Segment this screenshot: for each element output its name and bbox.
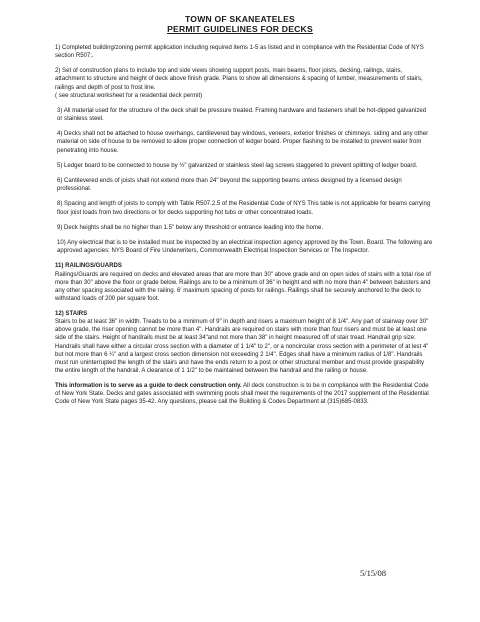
document-title: PERMIT GUIDELINES FOR DECKS (167, 24, 313, 34)
railings-text: Railings/Guards are required on decks and elevated areas that are more than 30" above grade and on open sides of stairs with a total rise of more than 30" above the floor or grade below. Railings are to be a minimum of 36" in height and with no more than 4" between balusters and any other spacing associated with the railing. 6' maximum spacing of posts for railings. Railings shall be securely anchored to the deck to withstand loads of 200 per square foot. (55, 271, 431, 302)
document-date: 5/15/08 (360, 568, 386, 578)
railings-section (55, 262, 433, 302)
guideline-item-10: 10) Any electrical that is to be installed must be inspected by an electrical inspection agency approved by the Town. Board. The following are approved agencies: NYS Board of Fire Underwriters, Commonwealth Electrical Inspection Services or The Inspector. (57, 240, 433, 255)
railings-heading: 11) RAILINGS/GUARDS (55, 263, 122, 270)
guideline-item-2 (55, 67, 433, 99)
stairs-heading: 12) STAIRS (55, 311, 88, 318)
guideline-item-8: 8) Spacing and length of joists to comply with Table R507.2.5 of the Residential Code of NYS This table is not applicable for beams carrying floor joist loads from two directions or for decks supporting hot tubs or other concentrated loads. (57, 201, 431, 216)
stairs-section (55, 310, 433, 375)
stairs-text: Stairs to be at least 36" in width. Treads to be a minimum of 9" in depth and risers a maximum height of 8 1/4". Any part of stairway over 30" above grade, the riser opening cannot be more than 4". Handrails are required on stairs with more than four risers and must be at least one side of the stairs. Height of handrails must be at least 34"and not more than 38" in height measured off of stair tread. Handrail grip size: Handrails shall have either a circular cross section with a diameter of 1 1/4" to 2", or a noncircular cross section with a perimeter of at lest 4" but not more than 6 ¼" and a largest cross section dimension not exceeding 2 1/4". Edges shall have a minimum radius of 1/8". Handrails must run uninterrupted the length of the stairs and have the ends return to a post or other structural member and must provide graspability the entire length of the handrail. A clearance of 1 1/2" to be maintained between the handrail and the railing or house. (55, 319, 429, 374)
closing-paragraph (55, 382, 433, 406)
closing-text: All deck construction is to be in compliance with the Residential Code of New York State. Decks and gates associated with swimming pools shall meet the requirements of the 2017 supplement of the Residential Code of New York State pages 35-42. Any questions, please call the Building & Codes Department at (315)685-0833. (55, 383, 429, 406)
guideline-item-3: 3) All material used for the structure of the deck shall be pressure treated. Framing hardware and fasteners shall be hot-dipped galvanized or stainless steel. (57, 107, 427, 123)
guideline-item-2-text: 2) Set of construction plans to include top and side views showing support posts, main beams, floor joists, decking, railings, stairs, attachment to structure and height of deck above finish grade. Plans to show all dimensions & spacing of lumber, measurements of stairs, railings and depth of post to frost line. ( see structural worksheet for a residential deck permit) (55, 68, 423, 99)
guideline-item-5: 5) Ledger board to be connected to house by ½" galvanized or stainless steel lag screws staggered to prevent splitting of ledger board. (57, 162, 418, 169)
guidelines-body (55, 44, 433, 414)
town-name: TOWN OF SKANEATELES (185, 14, 295, 24)
guideline-item-9: 9) Deck heights shall be no higher than 1.5" below any threshold or entrance leading into the home. (57, 224, 324, 231)
guideline-item-4: 4) Decks shall not be attached to house overhangs, cantilevered bay windows, veneers, exterior finishes or chimneys. siding and any other material on side of house to be removed to allow proper connection of ledger board. Proper flashing to be installed to prevent water from penetrating into house. (57, 131, 429, 154)
document-header (0, 14, 480, 34)
closing-bold-lead: This information is to serve as a guide to deck construction only. (55, 383, 242, 390)
guideline-item-6: 6) Cantilevered ends of joists shall not extend more than 24" beyond the supporting beams unless designed by a licensed design professional. (57, 178, 402, 193)
guideline-item-1: 1) Completed building/zoning permit application including required items 1-5 as listed and in compliance with the Residential Code of NYS section R507;. (55, 45, 424, 60)
